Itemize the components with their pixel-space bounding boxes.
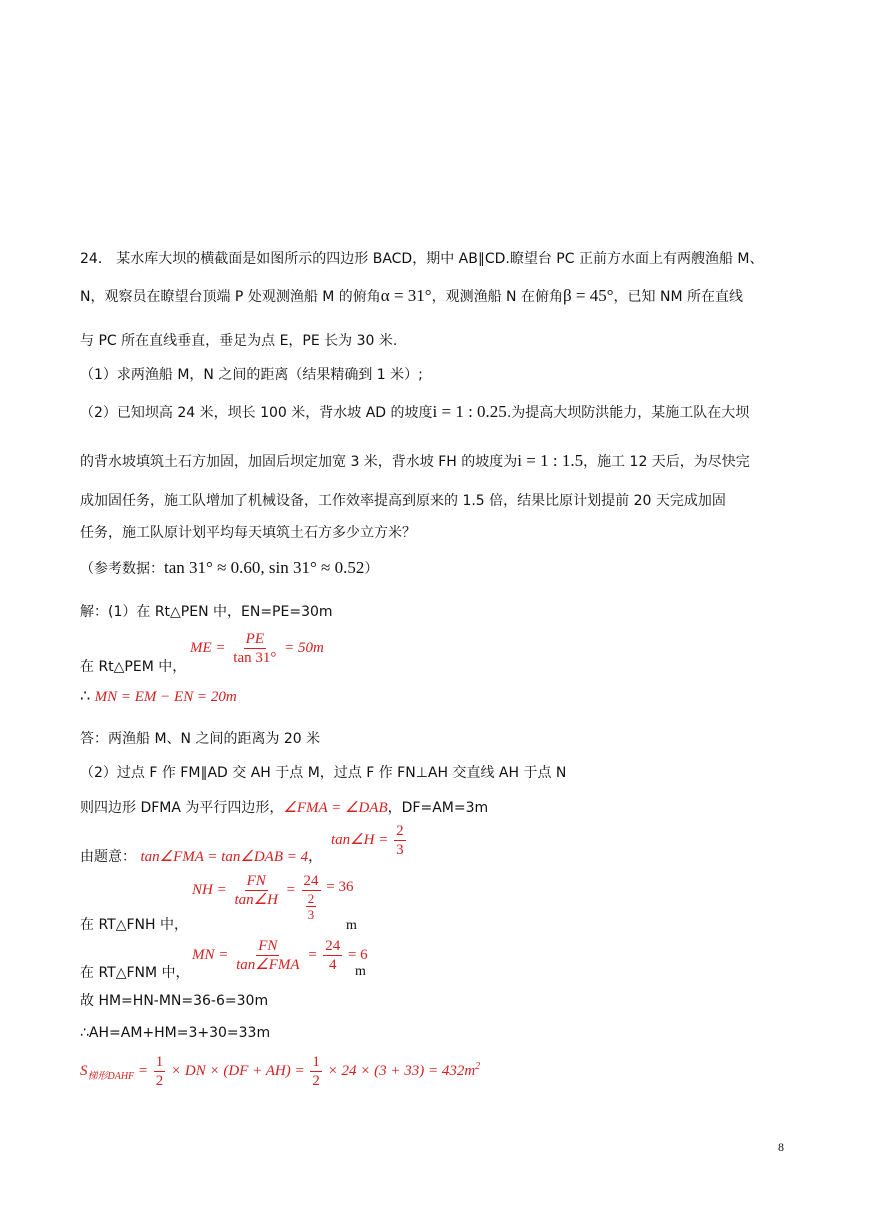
area-superscript: 2: [475, 1060, 481, 1072]
question-2-b: .为提高大坝防洪能力，某施工队在大坝: [506, 405, 750, 421]
reference-math: tan 31° ≈ 0.60, sin 31° ≈ 0.52: [164, 558, 365, 577]
hm-line: 故 HM=HN-MN=36-6=30m: [80, 993, 269, 1009]
nh-inner-numerator: 2: [307, 891, 315, 906]
problem-line-2-b: ，观测渔船 N 在俯角: [431, 289, 563, 305]
fnh-unit: m: [346, 918, 357, 933]
mn2-equation: [192, 937, 368, 974]
mn2-equals: =: [307, 946, 318, 963]
problem-line-7: 成加固任务，施工队增加了机械设备，工作效率提高到原来的 1.5 倍，结果比原计划提前 20 天完成加固: [80, 493, 726, 509]
nh-lhs: NH =: [192, 881, 227, 898]
parallelogram-b: ，DF=AM=3m: [387, 800, 489, 816]
answer-1: 答：两渔船 M、N 之间的距离为 20 米: [80, 731, 321, 747]
fnh-label: 在 RT△FNH 中，: [80, 917, 188, 933]
tan-equation: tan∠FMA = tan∠DAB = 4: [140, 849, 309, 865]
angle-equation: ∠FMA = ∠DAB: [283, 800, 388, 816]
problem-line-6-a: 的背水坡填筑土石方加固，加固后坝定加宽 3 米，背水坡 FH 的坡度为: [80, 454, 518, 470]
given-comma: ，: [308, 849, 323, 865]
nh-complex-denominator: [302, 891, 321, 922]
mn2-numerator-2: 24: [325, 938, 341, 954]
mn2-rhs: = 6: [347, 946, 368, 963]
solution-part-2: （2）过点 F 作 FM∥AD 交 AH 于点 M，过点 F 作 FN⊥AH 交直线 AH 于点 N: [80, 765, 567, 781]
tan-h-numerator: 2: [396, 823, 404, 839]
parallelogram-a: 则四边形 DFMA 为平行四边形，: [80, 800, 284, 816]
nh-numerator-2: 24: [303, 873, 319, 889]
nh-inner-fraction: [306, 891, 317, 922]
half-fraction-1: [154, 1053, 166, 1090]
slope-ratio-1: i = 1 : 0.25: [432, 402, 507, 421]
problem-line-6: [80, 451, 750, 471]
nh-equals: =: [285, 881, 296, 898]
tan-h-lhs: tan∠H =: [331, 831, 389, 848]
nh-fraction-2: [302, 872, 321, 922]
area-rhs: × 24 × (3 + 33) = 432m: [327, 1062, 476, 1079]
nh-inner-denominator: 3: [307, 907, 315, 922]
nh-numerator: FN: [246, 873, 266, 889]
nh-denominator: tan∠H: [234, 892, 278, 908]
alpha-angle: α = 31°: [380, 286, 432, 305]
problem-line-1: 24． 某水库大坝的横截面是如图所示的四边形 BACD，期中 AB∥CD.瞭望台 PC 正前方水面上有两艘渔船 M、: [80, 251, 764, 267]
me-equation: [190, 630, 324, 667]
area-equation: [80, 1053, 480, 1090]
area-middle: × DN × (DF + AH) =: [171, 1062, 305, 1079]
question-2-line: [80, 402, 749, 422]
me-lhs: ME =: [190, 639, 226, 656]
nh-fraction-1: [232, 872, 279, 909]
tan-h-fraction: [394, 822, 406, 859]
given-line: [80, 846, 322, 866]
me-rhs: = 50m: [284, 639, 324, 656]
me-fraction: [231, 630, 278, 667]
fnm-label: 在 RT△FNM 中，: [80, 965, 190, 981]
me-numerator: PE: [245, 631, 264, 647]
tan-h-equation: [331, 822, 408, 859]
half-numerator-1: 1: [155, 1054, 164, 1070]
nh-rhs: = 36: [326, 879, 354, 895]
mn2-fraction-1: [234, 937, 301, 974]
question-1: （1）求两渔船 M，N 之间的距离（结果精确到 1 米）;: [80, 367, 423, 383]
mn2-lhs: MN =: [192, 946, 229, 963]
solution-step-2: 在 Rt△PEM 中，: [80, 659, 187, 675]
half-numerator-2: 1: [312, 1054, 320, 1070]
fnm-unit: m: [355, 964, 366, 979]
mn-equation: MN = EM − EN = 20m: [94, 689, 237, 705]
problem-line-2-c: ，已知 NM 所在直线: [613, 289, 743, 305]
question-2-a: （2）已知坝高 24 米，坝长 100 米，背水坡 AD 的坡度: [80, 405, 433, 421]
reference-suffix: ）: [364, 561, 379, 577]
reference-data: [80, 558, 378, 578]
mn2-fraction-2: [323, 937, 342, 974]
solution-step-1: 解：(1）在 Rt△PEN 中，EN=PE=30m: [80, 604, 333, 620]
half-fraction-2: [310, 1053, 322, 1090]
parallelogram-line: [80, 797, 488, 817]
nh-equation: [192, 872, 354, 922]
mn2-numerator: FN: [258, 938, 278, 954]
page-number: 8: [778, 1140, 784, 1154]
tan-h-denominator: 3: [396, 842, 404, 858]
given-label: 由题意：: [80, 849, 136, 865]
problem-line-8: 任务，施工队原计划平均每天填筑土石方多少立方米？: [80, 525, 416, 541]
mn-line: [80, 686, 237, 706]
problem-line-3: 与 PC 所在直线垂直，垂足为点 E，PE 长为 30 米.: [80, 333, 398, 349]
me-denominator: tan 31°: [233, 650, 277, 666]
beta-angle: β = 45°: [562, 286, 614, 305]
half-denominator-2: 2: [312, 1073, 320, 1089]
therefore-symbol: ∴: [80, 686, 91, 705]
ah-line: ∴AH=AM+HM=3+30=33m: [80, 1025, 271, 1041]
mn2-denominator-2: 4: [328, 957, 337, 973]
area-symbol: S: [80, 1062, 88, 1079]
problem-line-2-a: N，观察员在瞭望台顶端 P 处观测渔船 M 的俯角: [80, 289, 381, 305]
slope-ratio-2: i = 1 : 1.5: [517, 451, 584, 470]
half-denominator-1: 2: [155, 1073, 164, 1089]
problem-line-6-b: ，施工 12 天后，为尽快完: [583, 454, 750, 470]
reference-prefix: （参考数据：: [80, 561, 164, 577]
area-subscript: 梯形DAHF: [87, 1070, 135, 1082]
mn2-denominator: tan∠FMA: [236, 957, 300, 973]
problem-line-2: [80, 286, 743, 306]
area-equals: =: [137, 1062, 149, 1079]
